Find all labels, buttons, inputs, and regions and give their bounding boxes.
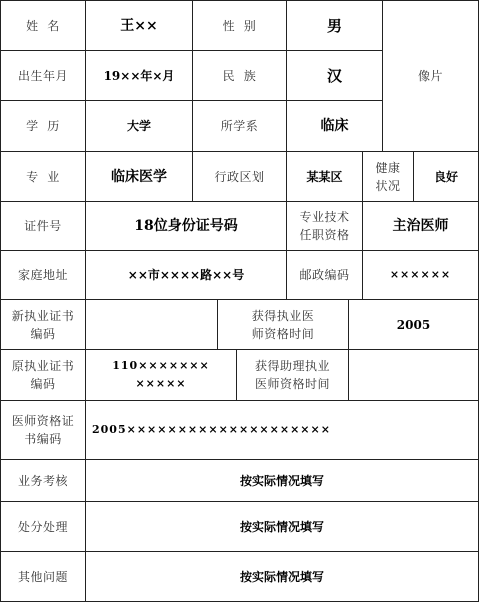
other-issues-value: 按实际情况填写 bbox=[85, 551, 479, 602]
old-cert-label: 原执业证书 编码 bbox=[0, 349, 86, 401]
gender-label: 性 别 bbox=[192, 0, 287, 51]
penalty-label: 处分处理 bbox=[0, 501, 86, 552]
other-issues-label: 其他问题 bbox=[0, 551, 86, 602]
birth-value: 19××年×月 bbox=[85, 50, 193, 101]
penalty-value: 按实际情况填写 bbox=[85, 501, 479, 552]
title-value: 主治医师 bbox=[362, 201, 479, 251]
department-label: 所学系 bbox=[192, 100, 287, 152]
id-value: 18位身份证号码 bbox=[85, 201, 287, 251]
postcode-value: ×××××× bbox=[362, 250, 479, 300]
health-label: 健康 状况 bbox=[362, 151, 414, 202]
district-label: 行政区划 bbox=[192, 151, 287, 202]
qual-cert-value: 2005×××××××××××××××××××× bbox=[85, 400, 479, 460]
new-cert-label: 新执业证书 编码 bbox=[0, 299, 86, 350]
old-cert-value: 110××××××× ××××× bbox=[85, 349, 237, 401]
ethnicity-label: 民 族 bbox=[192, 50, 287, 101]
major-label: 专 业 bbox=[0, 151, 86, 202]
major-value: 临床医学 bbox=[85, 151, 193, 202]
education-label: 学 历 bbox=[0, 100, 86, 152]
assessment-value: 按实际情况填写 bbox=[85, 459, 479, 502]
birth-label: 出生年月 bbox=[0, 50, 86, 101]
name-value: 王×× bbox=[85, 0, 193, 51]
gender-value: 男 bbox=[286, 0, 383, 51]
postcode-label: 邮政编码 bbox=[286, 250, 363, 300]
assessment-label: 业务考核 bbox=[0, 459, 86, 502]
obtain-time-value: 2005 bbox=[348, 299, 479, 350]
obtain-time-label: 获得执业医 师资格时间 bbox=[217, 299, 349, 350]
assistant-time-value bbox=[348, 349, 479, 401]
new-cert-value bbox=[85, 299, 218, 350]
assistant-time-label: 获得助理执业 医师资格时间 bbox=[236, 349, 349, 401]
photo-placeholder: 像片 bbox=[382, 0, 479, 152]
education-value: 大学 bbox=[85, 100, 193, 152]
ethnicity-value: 汉 bbox=[286, 50, 383, 101]
title-label: 专业技术 任职资格 bbox=[286, 201, 363, 251]
address-label: 家庭地址 bbox=[0, 250, 86, 300]
qual-cert-label: 医师资格证 书编码 bbox=[0, 400, 86, 460]
department-value: 临床 bbox=[286, 100, 383, 152]
address-value: ××市××××路××号 bbox=[85, 250, 287, 300]
id-label: 证件号 bbox=[0, 201, 86, 251]
name-label: 姓 名 bbox=[0, 0, 86, 51]
district-value: 某某区 bbox=[286, 151, 363, 202]
health-value: 良好 bbox=[413, 151, 479, 202]
